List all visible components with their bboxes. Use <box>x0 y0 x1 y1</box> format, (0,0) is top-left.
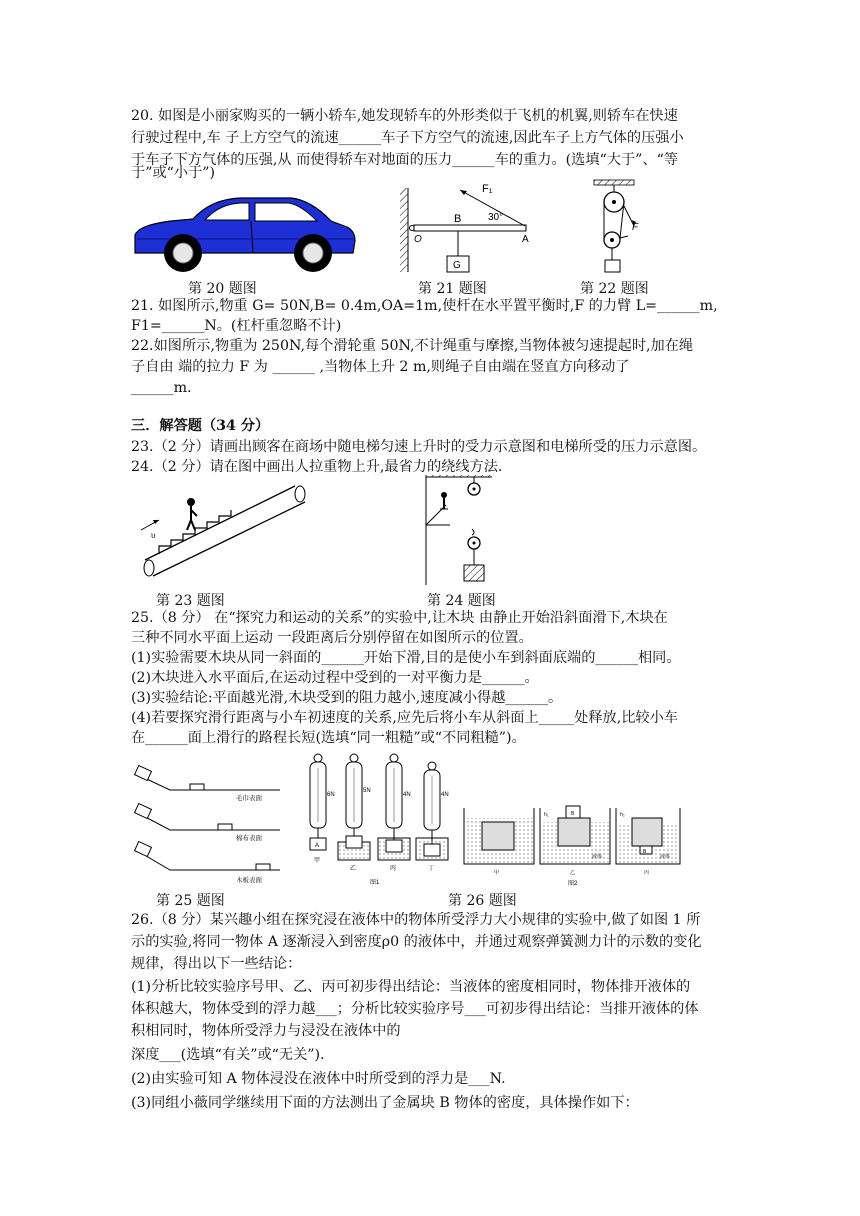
fig26-scale-yi <box>338 754 371 872</box>
q26-item-1d: 深度___(选填“有关”或“无关”). <box>131 1047 325 1063</box>
fig26-scale-ding <box>416 762 449 872</box>
fig20-caption: 第 20 题图 <box>188 281 257 297</box>
fig21-label-f1: F₁ <box>482 183 493 195</box>
q26-item-1a: (1)分析比较实验序号甲、乙、丙可初步得出结论：当液体的密度相同时，物体排开液体的 <box>131 979 691 995</box>
q21-line-1: 21. 如图所示,物重 G= 50N,B= 0.4m,OA=1m,使杆在水平置平衡时,F 的力臂 L=______m, <box>131 298 718 314</box>
q20-line-2: 行驶过程中,车 子上方空气的流速______车子下方空气的流速,因此车子上方气体的压强小 <box>131 130 684 146</box>
fig26-scale-jia <box>310 754 335 864</box>
fig26-caption: 第 26 题图 <box>448 893 517 909</box>
q26-item-3: (3)同组小薇同学继续用下面的方法测出了金属块 B 物体的密度，具体操作如下： <box>131 1095 639 1111</box>
q26-line-3: 规律，得出以下一些结论： <box>131 956 302 972</box>
fig25-incline-diagram <box>130 762 290 888</box>
q20-line-1: 20. 如图是小丽家购买的一辆小轿车,她发现轿车的外形类似于飞机的机翼,则轿车在快速 <box>131 108 678 124</box>
fig23-caption: 第 23 题图 <box>156 593 225 609</box>
fig26-label-liquid-bing: 液体 <box>660 854 671 860</box>
fig24-pulley-person-diagram <box>426 475 496 587</box>
fig21-label-b: B <box>454 213 462 225</box>
fig26-scale-bing <box>378 754 411 872</box>
fig26-fig2-bing: 丙 <box>644 870 650 876</box>
fig23-escalator-diagram <box>135 478 315 578</box>
fig25-label-towel: 毛巾表面 <box>236 795 262 802</box>
fig26-label-jia: 甲 <box>314 858 321 864</box>
fig20-car-image <box>131 195 357 275</box>
q20-line-3: 于车子下方气体的压强,从 而使得轿车对地面的压力______车的重力。(选填“大于”、“等 <box>131 152 679 168</box>
fig22-label-f: F <box>632 222 639 233</box>
fig26-fig2-jia: 甲 <box>494 870 500 876</box>
fig21-label-g: G <box>453 260 461 271</box>
fig24-caption: 第 24 题图 <box>427 593 496 609</box>
q21-line-2: F1=______N。(杠杆重忽略不计) <box>131 318 342 334</box>
fig26-label-bing: 丙 <box>390 866 397 872</box>
fig26-label-b: B <box>571 811 575 817</box>
q25-item-3: (3)实验结论:平面越光滑,木块受到的阻力越小,速度减小得越______。 <box>131 690 563 706</box>
fig26-beaker-bing <box>616 808 680 876</box>
q25-line-1: 25.（8 分） 在“探究力和运动的关系”的实验中,让木块 由静止开始沿斜面滑下,木块在 <box>131 610 668 626</box>
fig21-lever-diagram <box>400 180 540 275</box>
q22-line-2: 子自由 端的拉力 F 为 ______ ,当物体上升 2 m,则绳子自由端在竖直方向移动了 <box>131 359 630 375</box>
q25-item-2: (2)木块进入水平面后,在运动过程中受到的一对平衡力是______。 <box>131 670 539 686</box>
fig26-reading-3: 4N <box>403 792 411 798</box>
q26-line-1: 26.（8 分）某兴趣小组在探究浸在液体中的物体所受浮力大小规律的实验中,做了如图 1 所 <box>131 912 701 928</box>
fig22-pulley-diagram <box>590 178 650 276</box>
fig26-label-h1: h₁ <box>544 812 549 818</box>
fig25-incline-1 <box>135 766 280 802</box>
fig25-label-wood: 木板表面 <box>236 877 262 884</box>
fig22-caption: 第 22 题图 <box>580 281 649 297</box>
fig26-beaker-yi <box>540 806 610 876</box>
fig25-caption: 第 25 题图 <box>156 893 225 909</box>
fig26-label-liquid-yi: 液体 <box>592 854 603 860</box>
q26-line-2: 示的实验,将同一物体 A 逐渐浸入到密度ρ0 的液体中，并通过观察弹簧测力计的示数的变化 <box>131 934 702 950</box>
section-3-heading: 三．解答题（34 分） <box>131 418 270 434</box>
fig26-label-ding: 丁 <box>428 866 435 872</box>
fig26-reading-1: 6N <box>327 792 335 798</box>
q25-item-1: (1)实验需要木块从同一斜面的______开始下滑,目的是使小车到斜面底端的______相同。 <box>131 650 681 666</box>
q26-item-1b: 体积越大，物体受到的浮力越___；分析比较实验序号___可初步得出结论：当排开液体的体 <box>131 1001 699 1017</box>
fig26-fig2-yi: 乙 <box>570 870 576 876</box>
q26-item-1c: 积相同时，物体所受浮力与浸没在液体中的 <box>131 1023 401 1039</box>
q25-item-4a: (4)若要探究滑行距离与小车初速度的关系,应先后将小车从斜面上_____处释放,比较小车 <box>131 710 678 726</box>
q25-item-4b: 在______面上滑行的路程长短(选填“同一粗糙”或“不同粗糙”)。 <box>131 730 526 746</box>
fig26-label-fig1: 图1 <box>370 880 380 886</box>
fig26-beaker-jia <box>464 808 534 876</box>
q24-line-1: 24.（2 分）请在图中画出人拉重物上升,最省力的绕线方法. <box>131 459 503 475</box>
q20-line-4: 于”或“小于”) <box>131 165 216 181</box>
fig26-label-yi: 乙 <box>350 866 357 872</box>
fig21-label-angle: 30° <box>488 212 504 223</box>
fig21-label-a: A <box>522 234 529 245</box>
fig26-buoyancy-diagram <box>298 752 683 892</box>
fig25-incline-2 <box>135 804 280 842</box>
fig21-caption: 第 21 题图 <box>418 281 487 297</box>
fig26-label-h2: h₂ <box>620 812 625 818</box>
q26-item-2: (2)由实验可知 A 物体浸没在液体中时所受到的浮力是___N. <box>131 1071 506 1087</box>
q25-line-2: 三种不同水平面上运动 一段距离后分别停留在如图所示的位置。 <box>131 630 533 646</box>
fig26-reading-4: 4N <box>441 792 449 798</box>
q23-line-1: 23.（2 分）请画出顾客在商场中随电梯匀速上升时的受力示意图和电梯所受的压力示意图。 <box>131 439 707 455</box>
fig26-reading-2: 5N <box>363 788 371 794</box>
fig26-label-a: A <box>315 843 320 849</box>
fig23-label-v: υ <box>151 530 156 540</box>
fig25-incline-3 <box>135 842 280 884</box>
fig25-label-cotton: 棉布表面 <box>236 835 262 842</box>
fig26-label-fig2: 图2 <box>568 881 578 887</box>
fig26-label-b2: B <box>643 849 647 855</box>
fig21-label-o: O <box>414 234 422 245</box>
q22-line-3: ______m. <box>131 380 192 396</box>
q22-line-1: 22.如图所示,物重为 250N,每个滑轮重 50N,不计绳重与摩擦,当物体被匀速提起时,加在绳 <box>131 338 694 354</box>
